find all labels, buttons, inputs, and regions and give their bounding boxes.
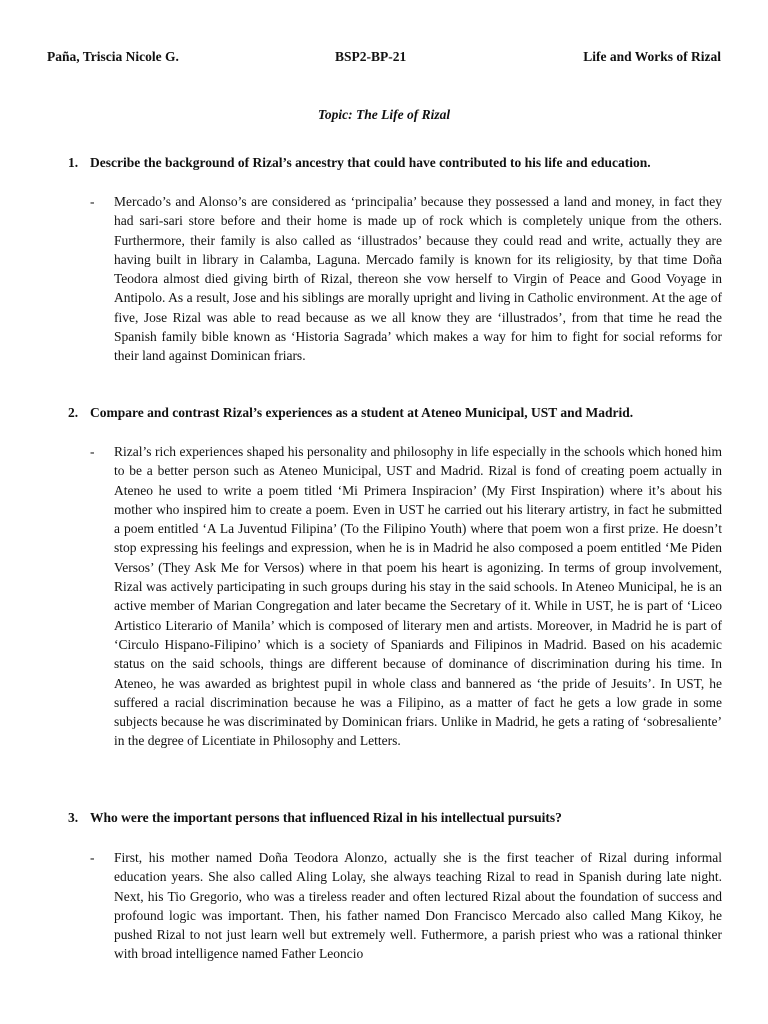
answer-2 (90, 442, 722, 751)
question-number: 1. (68, 155, 79, 170)
bullet-dash: - (90, 194, 95, 209)
question-text: Compare and contrast Rizal’s experiences as a student at Ateneo Municipal, UST and Madrid. (90, 405, 634, 420)
question-number: 2. (68, 405, 79, 420)
answer-text: Mercado’s and Alonso’s are considered as ‘principalia’ because they possessed a land and money, in fact they had sari-sari store before and their home is made up of rock which is completely unique from the others. Furthermore, their family is also called as ‘illustrados’ because they could read and write, actually they are having built in library in Calamba, Laguna. Mercado family is known for its religiosity, by that time Doña Teodora almost died giving birth of Rizal, thereon she vow herself to Virgin of Peace and Good Voyage in Antipolo. As a result, Jose and his siblings are morally upright and living in Catholic environment. At the age of five, Jose Rizal was able to read because as we all know they are ‘illustrados’, from that time he read the Spanish family bible known as ‘Historia Sagrada’ which makes a way for him to fight for social reforms for their land against Dominican friars. (114, 194, 722, 364)
bullet-dash: - (90, 850, 95, 865)
answer-3 (90, 848, 722, 964)
question-number: 3. (68, 810, 79, 825)
question-text: Describe the background of Rizal’s ancestry that could have contributed to his life and education. (90, 155, 651, 170)
question-text: Who were the important persons that influenced Rizal in his intellectual pursuits? (90, 810, 562, 825)
bullet-dash: - (90, 444, 95, 459)
document-header (47, 49, 721, 67)
section-code: BSP2-BP-21 (335, 49, 407, 64)
answer-1 (90, 192, 722, 366)
answer-text: First, his mother named Doña Teodora Alonzo, actually she is the first teacher of Rizal during informal education years. She also called Aling Lolay, she always teaching Rizal to read in Spanish during late night. Next, his Tio Gregorio, who was a tireless reader and often lectured Rizal about the foundation of success and profound logic was important. Then, his father named Don Francisco Mercado also called Mang Kikoy, he pushed Rizal to not just learn well but extremely well. Futhermore, a parish priest who was a rational thinker with broad intelligence named Father Leoncio (114, 850, 722, 962)
course-title: Life and Works of Rizal (583, 49, 721, 64)
topic-title: Topic: The Life of Rizal (317, 107, 451, 122)
answer-text: Rizal’s rich experiences shaped his personality and philosophy in life especially in the schools which honed him to be a better person such as Ateneo Municipal, UST and Madrid. Rizal is fond of creating poem actually in Ateneo he used to write a poem titled ‘Mi Primera Inspiracion’ (My First Inspiration) where it’s about his mother who inspired him to create a poem. Even in UST he carried out his literary artistry, in fact he submitted a poem entitled ‘A La Juventud Filipina’ (To the Filipino Youth) where that poem won a first prize. He doesn’t stop expressing his feelings and expression, when he is in Madrid he also composed a poem entitled ‘Me Piden Versos’ (They Ask Me for Versos) where in that poem his heart is agonizing. In terms of group involvement, Rizal was actively participating in such groups during his stay in the said schools. In Ateneo Municipal, he is an active member of Marian Congregation and later became the Secretary of it. While in UST, he is part of ‘Liceo Artistico Literario of Manila’ which is composed of literary men and artists. Moreover, in Madrid he is part of ‘Circulo Hispano-Filipino’ which is a society of Spaniards and Filipinos in Madrid. Based on his academic status on the said schools, things are different because of dominance of discrimination during his time. In Ateneo, he was awarded as brightest pupil in whole class and bannered as ‘the pride of Jesuits’. In UST, he suffered a racial discrimination because he was a Filipino, as a matter of fact he gets a low grade in some subjects because he was discriminated by Dominican friars. Unlike in Madrid, he gets a rating of ‘sobresaliente’ in the degree of Licentiate in Philosophy and Letters. (114, 444, 722, 749)
student-name: Paña, Triscia Nicole G. (47, 49, 179, 64)
